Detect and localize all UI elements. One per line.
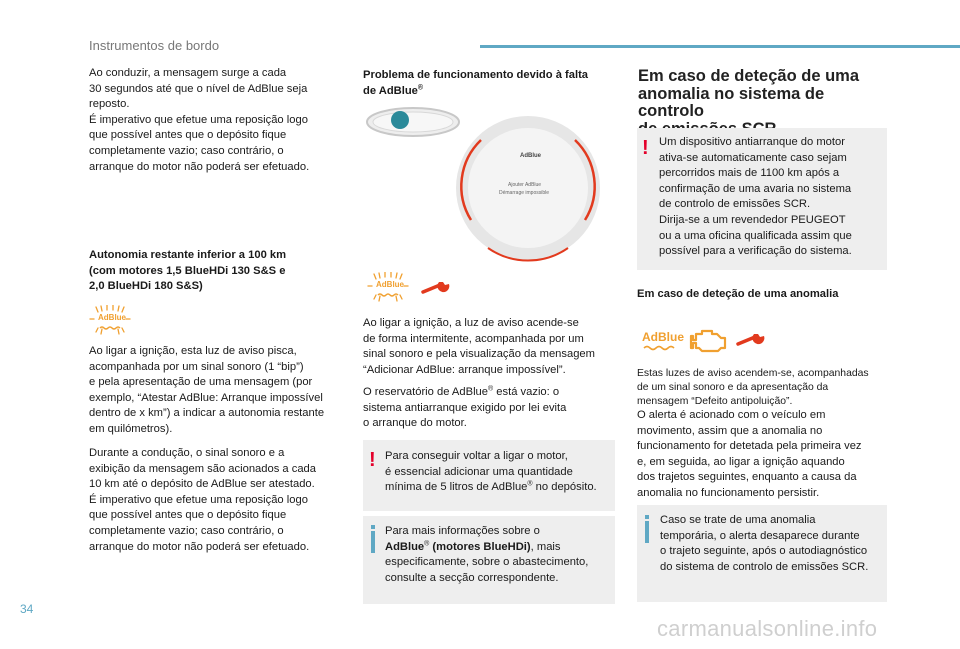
col1-paragraph-2: Ao ligar a ignição, esta luz de aviso pisca, acompanhada por um sinal sonoro (1 “bip”) e pela apresentação de uma mensagem (por exemplo, “Atestar AdBlue: Arranque impossível dentro de x km”) a indicar a autonomia restante em quilómetros). (89, 345, 325, 435)
col2-p2-end: está vazio: o sistema antiarranque exigido por lei evita o arranque do motor. (363, 386, 567, 430)
dial-adblue-label: AdBlue (520, 153, 541, 159)
adblue-text-icon (642, 330, 682, 352)
warning-scr-text: Um dispositivo antiarranque do motor ativa-se automaticamente caso sejam percorridos mais de 1100 km após a confirmação de uma avaria no sistema de controlo de emissões SCR. Dirija-se a um revendedor PEUGEOT ou a uma oficina qualificada assim que possível para a verificação do sistema. (659, 136, 852, 258)
dial-message-line2: Démarrage impossible (499, 190, 550, 196)
watermark: carmanualsonline.info (657, 616, 878, 641)
info-bold: AdBlue (385, 540, 425, 553)
page-number: 34 (20, 602, 34, 616)
col3-paragraph-1: Estas luzes de aviso acendem-se, acompanhadas de um sinal sonoro e da apresentação da mensagem “Defeito antipoluição”. (637, 368, 869, 408)
col2-p2-start: O reservatório de AdBlue (363, 386, 488, 398)
adblue-warning-icon-2 (364, 272, 412, 302)
col2-heading-line1: Problema de funcionamento devido à falta (363, 69, 589, 81)
adblue-icon-label-3: AdBlue (642, 330, 684, 344)
adblue-icon-label-2: AdBlue (376, 280, 404, 289)
registered-mark-2: ® (488, 385, 494, 393)
registered-mark-3: ® (527, 480, 533, 488)
adblue-warning-icon (86, 305, 134, 335)
col1-paragraph-3: Durante a condução, o sinal sonoro e a exibição da mensagem são acionados a cada 10 km até o depósito de AdBlue ser atestado. É imperativo que efetue uma reposição logo que possível antes que o depósito fique completamente vazio; caso contrário, o arranque do motor não poderá ser efetuado. (89, 447, 317, 553)
info-end: , mais especificamente, sobre o abastecimento, consulte a secção correspondente. (385, 540, 589, 584)
info-adblue-text (385, 524, 613, 586)
section-title-scr: Em caso de deteção de uma anomalia no sistema de controlo (638, 67, 860, 120)
info-bold-2: (motores BlueHDi) (429, 540, 531, 553)
col2-heading-fault (363, 68, 623, 99)
dial-message-line1: Ajouter AdBlue (508, 182, 542, 188)
info-icon-2 (645, 521, 649, 543)
wrench-icon (420, 278, 452, 296)
col3-heading-anomaly: Em caso de deteção de uma anomalia (637, 288, 839, 300)
page-header-title: Instrumentos de bordo (89, 38, 220, 53)
col1-heading-autonomy: Autonomia restante inferior a 100 km (com motores 1,5 BlueHDi 130 S&S e 2,0 BlueHDi 180 S&S) (89, 249, 287, 293)
col2-paragraph-2 (363, 385, 623, 432)
col2-heading-line2: de AdBlue (363, 84, 418, 97)
col2-paragraph-1: Ao ligar a ignição, a luz de aviso acende-se de forma intermitente, acompanhada por um sinal sonoro e pela visualização da mensagem “Adicionar AdBlue: arranque impossível”. (363, 317, 595, 376)
col1-paragraph-1: Ao conduzir, a mensagem surge a cada 30 segundos até que o nível de AdBlue seja reposto. É imperativo que efetue uma reposição logo que possível antes que o depósito fique completamente vazio; caso contrário, o arranque do motor não poderá ser efetuado. (89, 67, 310, 173)
header-accent-bar (480, 45, 960, 48)
wrench-icon-2 (735, 330, 767, 348)
adblue-icon-label: AdBlue (98, 313, 126, 322)
warn-refill-start: Para conseguir voltar a ligar o motor, é essencial adicionar uma quantidade mínima de 5 litros de AdBlue (385, 450, 573, 494)
info-start: Para mais informações sobre o (385, 525, 540, 537)
info-icon (371, 531, 375, 553)
warning-exclamation-icon-2: ! (642, 137, 649, 159)
registered-mark: ® (417, 83, 424, 91)
info-temporary-text: Caso se trate de uma anomalia temporária, o alerta desaparece durante o trajeto seguinte, após o autodiagnóstico do sistema de controlo de emissões SCR. (660, 514, 869, 573)
col3-paragraph-2: O alerta é acionado com o veículo em movimento, assim que a anomalia no funcionamento for detetada pela primeira vez e, em seguida, ao ligar a ignição aquando dos trajetos seguintes, enquanto a causa da anomalia no funcionamento persistir. (637, 409, 862, 499)
engine-icon (689, 324, 729, 356)
registered-mark-4: ® (424, 539, 430, 547)
instrument-cluster-illustration (363, 100, 613, 295)
warn-refill-end: no depósito. (532, 481, 597, 494)
warning-refill-text (385, 449, 613, 496)
warning-exclamation-icon: ! (369, 449, 376, 471)
